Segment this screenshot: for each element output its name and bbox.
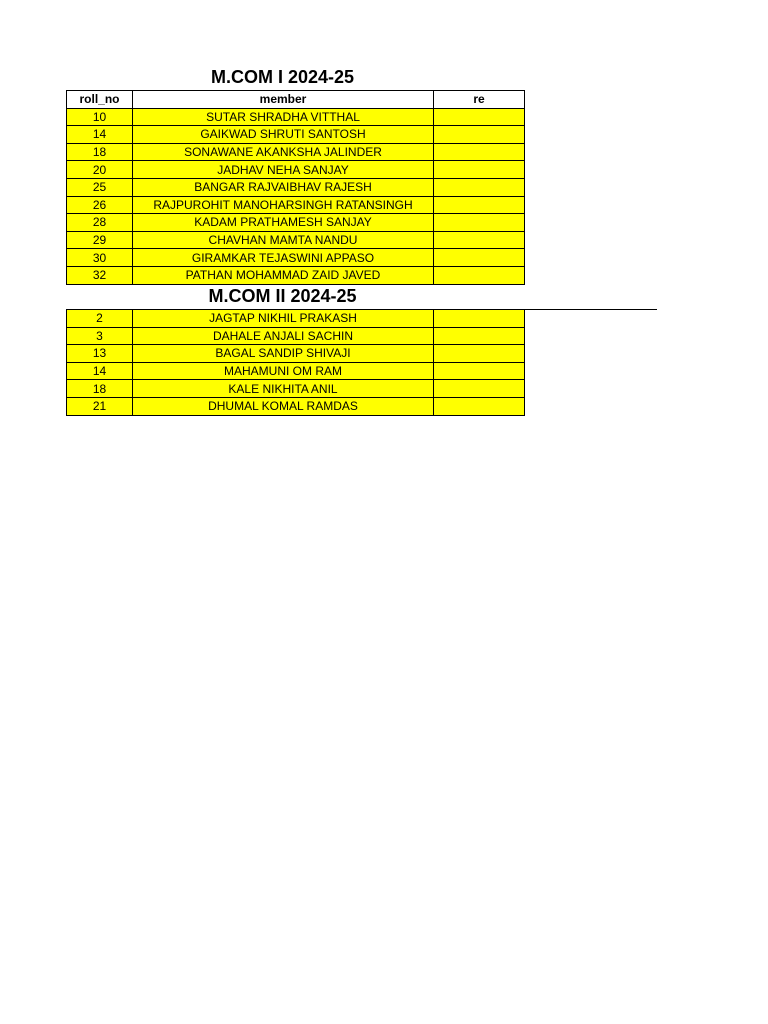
cell-member[interactable]: MAHAMUNI OM RAM xyxy=(133,362,434,380)
table-row xyxy=(67,231,525,249)
table-row xyxy=(67,397,525,415)
cell-roll-no[interactable]: 10 xyxy=(67,108,133,126)
cell-re[interactable] xyxy=(434,345,525,363)
cell-roll-no[interactable]: 2 xyxy=(67,310,133,328)
table-row xyxy=(67,196,525,214)
cell-re[interactable] xyxy=(434,397,525,415)
cell-roll-no[interactable]: 29 xyxy=(67,231,133,249)
roster-table-mcom-1 xyxy=(66,90,525,285)
header-re: re xyxy=(434,91,525,109)
header-row xyxy=(67,91,525,109)
cell-member[interactable]: BAGAL SANDIP SHIVAJI xyxy=(133,345,434,363)
cell-roll-no[interactable]: 28 xyxy=(67,214,133,232)
table-row xyxy=(67,214,525,232)
cell-re[interactable] xyxy=(434,196,525,214)
cell-re[interactable] xyxy=(434,362,525,380)
cell-re[interactable] xyxy=(434,108,525,126)
cell-re[interactable] xyxy=(434,380,525,398)
cell-member[interactable]: DHUMAL KOMAL RAMDAS xyxy=(133,397,434,415)
cell-re[interactable] xyxy=(434,231,525,249)
cell-re[interactable] xyxy=(434,214,525,232)
section-title-mcom-1: M.COM I 2024-25 xyxy=(210,67,355,87)
cell-roll-no[interactable]: 30 xyxy=(67,249,133,267)
cell-roll-no[interactable]: 13 xyxy=(67,345,133,363)
cell-roll-no[interactable]: 32 xyxy=(67,266,133,284)
cell-re[interactable] xyxy=(434,178,525,196)
cell-member[interactable]: GAIKWAD SHRUTI SANTOSH xyxy=(133,126,434,144)
cell-member[interactable]: PATHAN MOHAMMAD ZAID JAVED xyxy=(133,266,434,284)
table-row xyxy=(67,143,525,161)
cell-member[interactable]: JAGTAP NIKHIL PRAKASH xyxy=(133,310,434,328)
cell-re[interactable] xyxy=(434,310,525,328)
cell-member[interactable]: DAHALE ANJALI SACHIN xyxy=(133,327,434,345)
cell-member[interactable]: CHAVHAN MAMTA NANDU xyxy=(133,231,434,249)
table-row xyxy=(67,108,525,126)
cell-roll-no[interactable]: 18 xyxy=(67,143,133,161)
cell-re[interactable] xyxy=(434,143,525,161)
section-title-mcom-2: M.COM II 2024-25 xyxy=(208,286,357,306)
table-row xyxy=(67,266,525,284)
table-row xyxy=(67,327,525,345)
cell-member[interactable]: JADHAV NEHA SANJAY xyxy=(133,161,434,179)
cell-member[interactable]: GIRAMKAR TEJASWINI APPASO xyxy=(133,249,434,267)
table-row xyxy=(67,310,525,328)
cell-re[interactable] xyxy=(434,161,525,179)
cell-roll-no[interactable]: 25 xyxy=(67,178,133,196)
roster-body-mcom-1 xyxy=(67,108,525,284)
cell-member[interactable]: BANGAR RAJVAIBHAV RAJESH xyxy=(133,178,434,196)
cell-roll-no[interactable]: 14 xyxy=(67,126,133,144)
table-row xyxy=(67,345,525,363)
table-row xyxy=(67,249,525,267)
table-row xyxy=(67,362,525,380)
roster-table-mcom-2 xyxy=(66,309,525,416)
cell-re[interactable] xyxy=(434,266,525,284)
roster-body-mcom-2 xyxy=(67,310,525,416)
cell-member[interactable]: SONAWANE AKANKSHA JALINDER xyxy=(133,143,434,161)
cell-re[interactable] xyxy=(434,126,525,144)
cell-roll-no[interactable]: 20 xyxy=(67,161,133,179)
table-row xyxy=(67,126,525,144)
cell-roll-no[interactable]: 21 xyxy=(67,397,133,415)
header-member: member xyxy=(133,91,434,109)
cell-re[interactable] xyxy=(434,327,525,345)
table-row xyxy=(67,380,525,398)
cell-member[interactable]: KADAM PRATHAMESH SANJAY xyxy=(133,214,434,232)
header-roll-no: roll_no xyxy=(67,91,133,109)
cell-roll-no[interactable]: 3 xyxy=(67,327,133,345)
table-row xyxy=(67,161,525,179)
cell-roll-no[interactable]: 26 xyxy=(67,196,133,214)
cell-roll-no[interactable]: 18 xyxy=(67,380,133,398)
cell-re[interactable] xyxy=(434,249,525,267)
cell-roll-no[interactable]: 14 xyxy=(67,362,133,380)
cell-member[interactable]: RAJPUROHIT MANOHARSINGH RATANSINGH xyxy=(133,196,434,214)
cell-member[interactable]: SUTAR SHRADHA VITTHAL xyxy=(133,108,434,126)
cell-member[interactable]: KALE NIKHITA ANIL xyxy=(133,380,434,398)
table-row xyxy=(67,178,525,196)
